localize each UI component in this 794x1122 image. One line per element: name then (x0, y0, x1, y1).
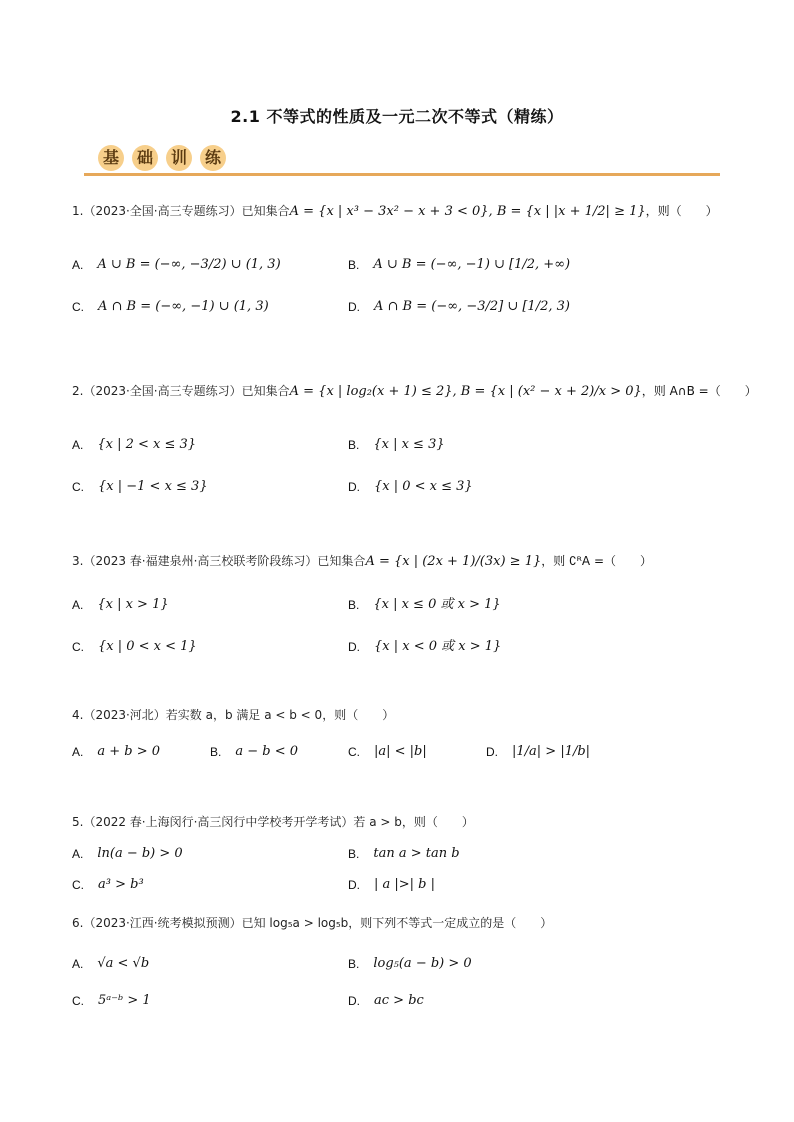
option-label: A. (72, 258, 84, 272)
section-banner (84, 142, 720, 176)
option-text: {x | x ≤ 3} (373, 437, 445, 452)
question-6 (72, 914, 552, 932)
question-tail: ，则 A∩B =（ ） (641, 384, 757, 398)
option-text: {x | x ≤ 0 或 x > 1} (373, 597, 501, 612)
option-label: B. (348, 847, 360, 861)
question-tail: ，则（ ） (645, 204, 718, 218)
option-text: {x | 2 < x ≤ 3} (97, 437, 197, 452)
question-stem: 1.（2023·全国·高三专题练习）已知集合 (72, 204, 290, 218)
section-divider (84, 173, 720, 176)
option-label: C. (72, 480, 84, 494)
option-d[interactable] (348, 298, 570, 316)
option-b[interactable] (210, 743, 298, 761)
question-stem: 3.（2023 春·福建泉州·高三校联考阶段练习）已知集合 (72, 554, 366, 568)
option-c[interactable] (72, 298, 269, 316)
option-text: | a |>| b | (374, 877, 436, 892)
option-label: D. (486, 745, 498, 759)
option-b[interactable] (348, 436, 445, 454)
question-stem: 5.（2022 春·上海闵行·高三闵行中学校考开学考试）若 a > b，则（ ） (72, 815, 474, 829)
option-text: ln(a − b) > 0 (97, 846, 183, 861)
banner-char: 练 (200, 145, 226, 171)
option-text: A ∪ B = (−∞, −3/2) ∪ (1, 3) (97, 257, 281, 272)
option-text: √a < √b (97, 956, 150, 971)
page-title: 2.1 不等式的性质及一元二次不等式（精练） (230, 107, 564, 126)
question-3 (72, 552, 652, 571)
option-d[interactable] (348, 478, 473, 496)
option-text: a + b > 0 (97, 744, 161, 759)
option-text: log₅(a − b) > 0 (373, 956, 472, 971)
option-label: C. (72, 878, 84, 892)
option-d[interactable] (348, 638, 501, 656)
option-text: {x | −1 < x ≤ 3} (98, 479, 208, 494)
option-b[interactable] (348, 256, 570, 274)
question-4 (72, 706, 394, 724)
option-label: A. (72, 745, 84, 759)
option-label: D. (348, 640, 360, 654)
option-text: A ∩ B = (−∞, −1) ∪ (1, 3) (98, 299, 269, 314)
option-c[interactable] (348, 743, 427, 761)
option-label: D. (348, 878, 360, 892)
option-b[interactable] (348, 596, 501, 614)
option-c[interactable] (72, 876, 144, 894)
section-banner-tag (92, 144, 232, 172)
option-d[interactable] (486, 743, 590, 761)
option-label: A. (72, 438, 84, 452)
question-2 (72, 382, 757, 401)
option-a[interactable] (72, 743, 160, 761)
option-a[interactable] (72, 436, 196, 454)
option-a[interactable] (72, 845, 183, 863)
option-label: B. (348, 258, 360, 272)
option-label: D. (348, 994, 360, 1008)
option-text: {x | 0 < x ≤ 3} (374, 479, 473, 494)
option-text: |a| < |b| (374, 744, 427, 759)
option-text: ac > bc (374, 993, 424, 1008)
option-label: B. (348, 438, 360, 452)
option-text: {x | x > 1} (97, 597, 169, 612)
question-math: A = {x | log₂(x + 1) ≤ 2}, B = {x | (x² − x + 2)/x > 0} (289, 384, 642, 399)
option-c[interactable] (72, 478, 208, 496)
banner-char: 训 (166, 145, 192, 171)
question-math: A = {x | (2x + 1)/(3x) ≥ 1} (365, 554, 542, 569)
banner-char: 基 (98, 145, 124, 171)
option-label: A. (72, 957, 84, 971)
option-label: B. (348, 598, 360, 612)
option-text: A ∩ B = (−∞, −3/2] ∪ [1/2, 3) (374, 299, 570, 314)
question-stem: 6.（2023·江西·统考模拟预测）已知 log₅a > log₅b，则下列不等式一定成立的是（ ） (72, 916, 553, 930)
option-label: B. (348, 957, 360, 971)
option-label: D. (348, 480, 360, 494)
option-a[interactable] (72, 256, 281, 274)
option-text: tan a > tan b (373, 846, 460, 861)
banner-char: 础 (132, 145, 158, 171)
option-text: {x | x < 0 或 x > 1} (374, 639, 502, 654)
option-a[interactable] (72, 596, 169, 614)
option-label: C. (72, 994, 84, 1008)
option-b[interactable] (348, 955, 472, 973)
option-label: B. (210, 745, 222, 759)
option-c[interactable] (72, 638, 197, 656)
question-5 (72, 813, 474, 831)
option-text: 5ᵃ⁻ᵇ > 1 (98, 993, 151, 1008)
option-c[interactable] (72, 992, 151, 1010)
option-text: {x | 0 < x < 1} (98, 639, 197, 654)
question-math: A = {x | x³ − 3x² − x + 3 < 0}, B = {x | |x + 1/2| ≥ 1} (289, 204, 646, 219)
option-label: C. (348, 745, 360, 759)
option-text: A ∪ B = (−∞, −1) ∪ [1/2, +∞) (373, 257, 571, 272)
option-text: |1/a| > |1/b| (512, 744, 591, 759)
option-text: a − b < 0 (235, 744, 299, 759)
option-label: C. (72, 300, 84, 314)
option-label: D. (348, 300, 360, 314)
option-d[interactable] (348, 876, 435, 894)
option-label: A. (72, 847, 84, 861)
question-stem: 4.（2023·河北）若实数 a，b 满足 a < b < 0，则（ ） (72, 708, 395, 722)
option-d[interactable] (348, 992, 424, 1010)
question-tail: ，则 ∁ᴿA =（ ） (541, 554, 653, 568)
question-1 (72, 202, 718, 221)
question-stem: 2.（2023·全国·高三专题练习）已知集合 (72, 384, 290, 398)
option-b[interactable] (348, 845, 460, 863)
option-text: a³ > b³ (98, 877, 144, 892)
option-label: C. (72, 640, 84, 654)
option-a[interactable] (72, 955, 149, 973)
option-label: A. (72, 598, 84, 612)
